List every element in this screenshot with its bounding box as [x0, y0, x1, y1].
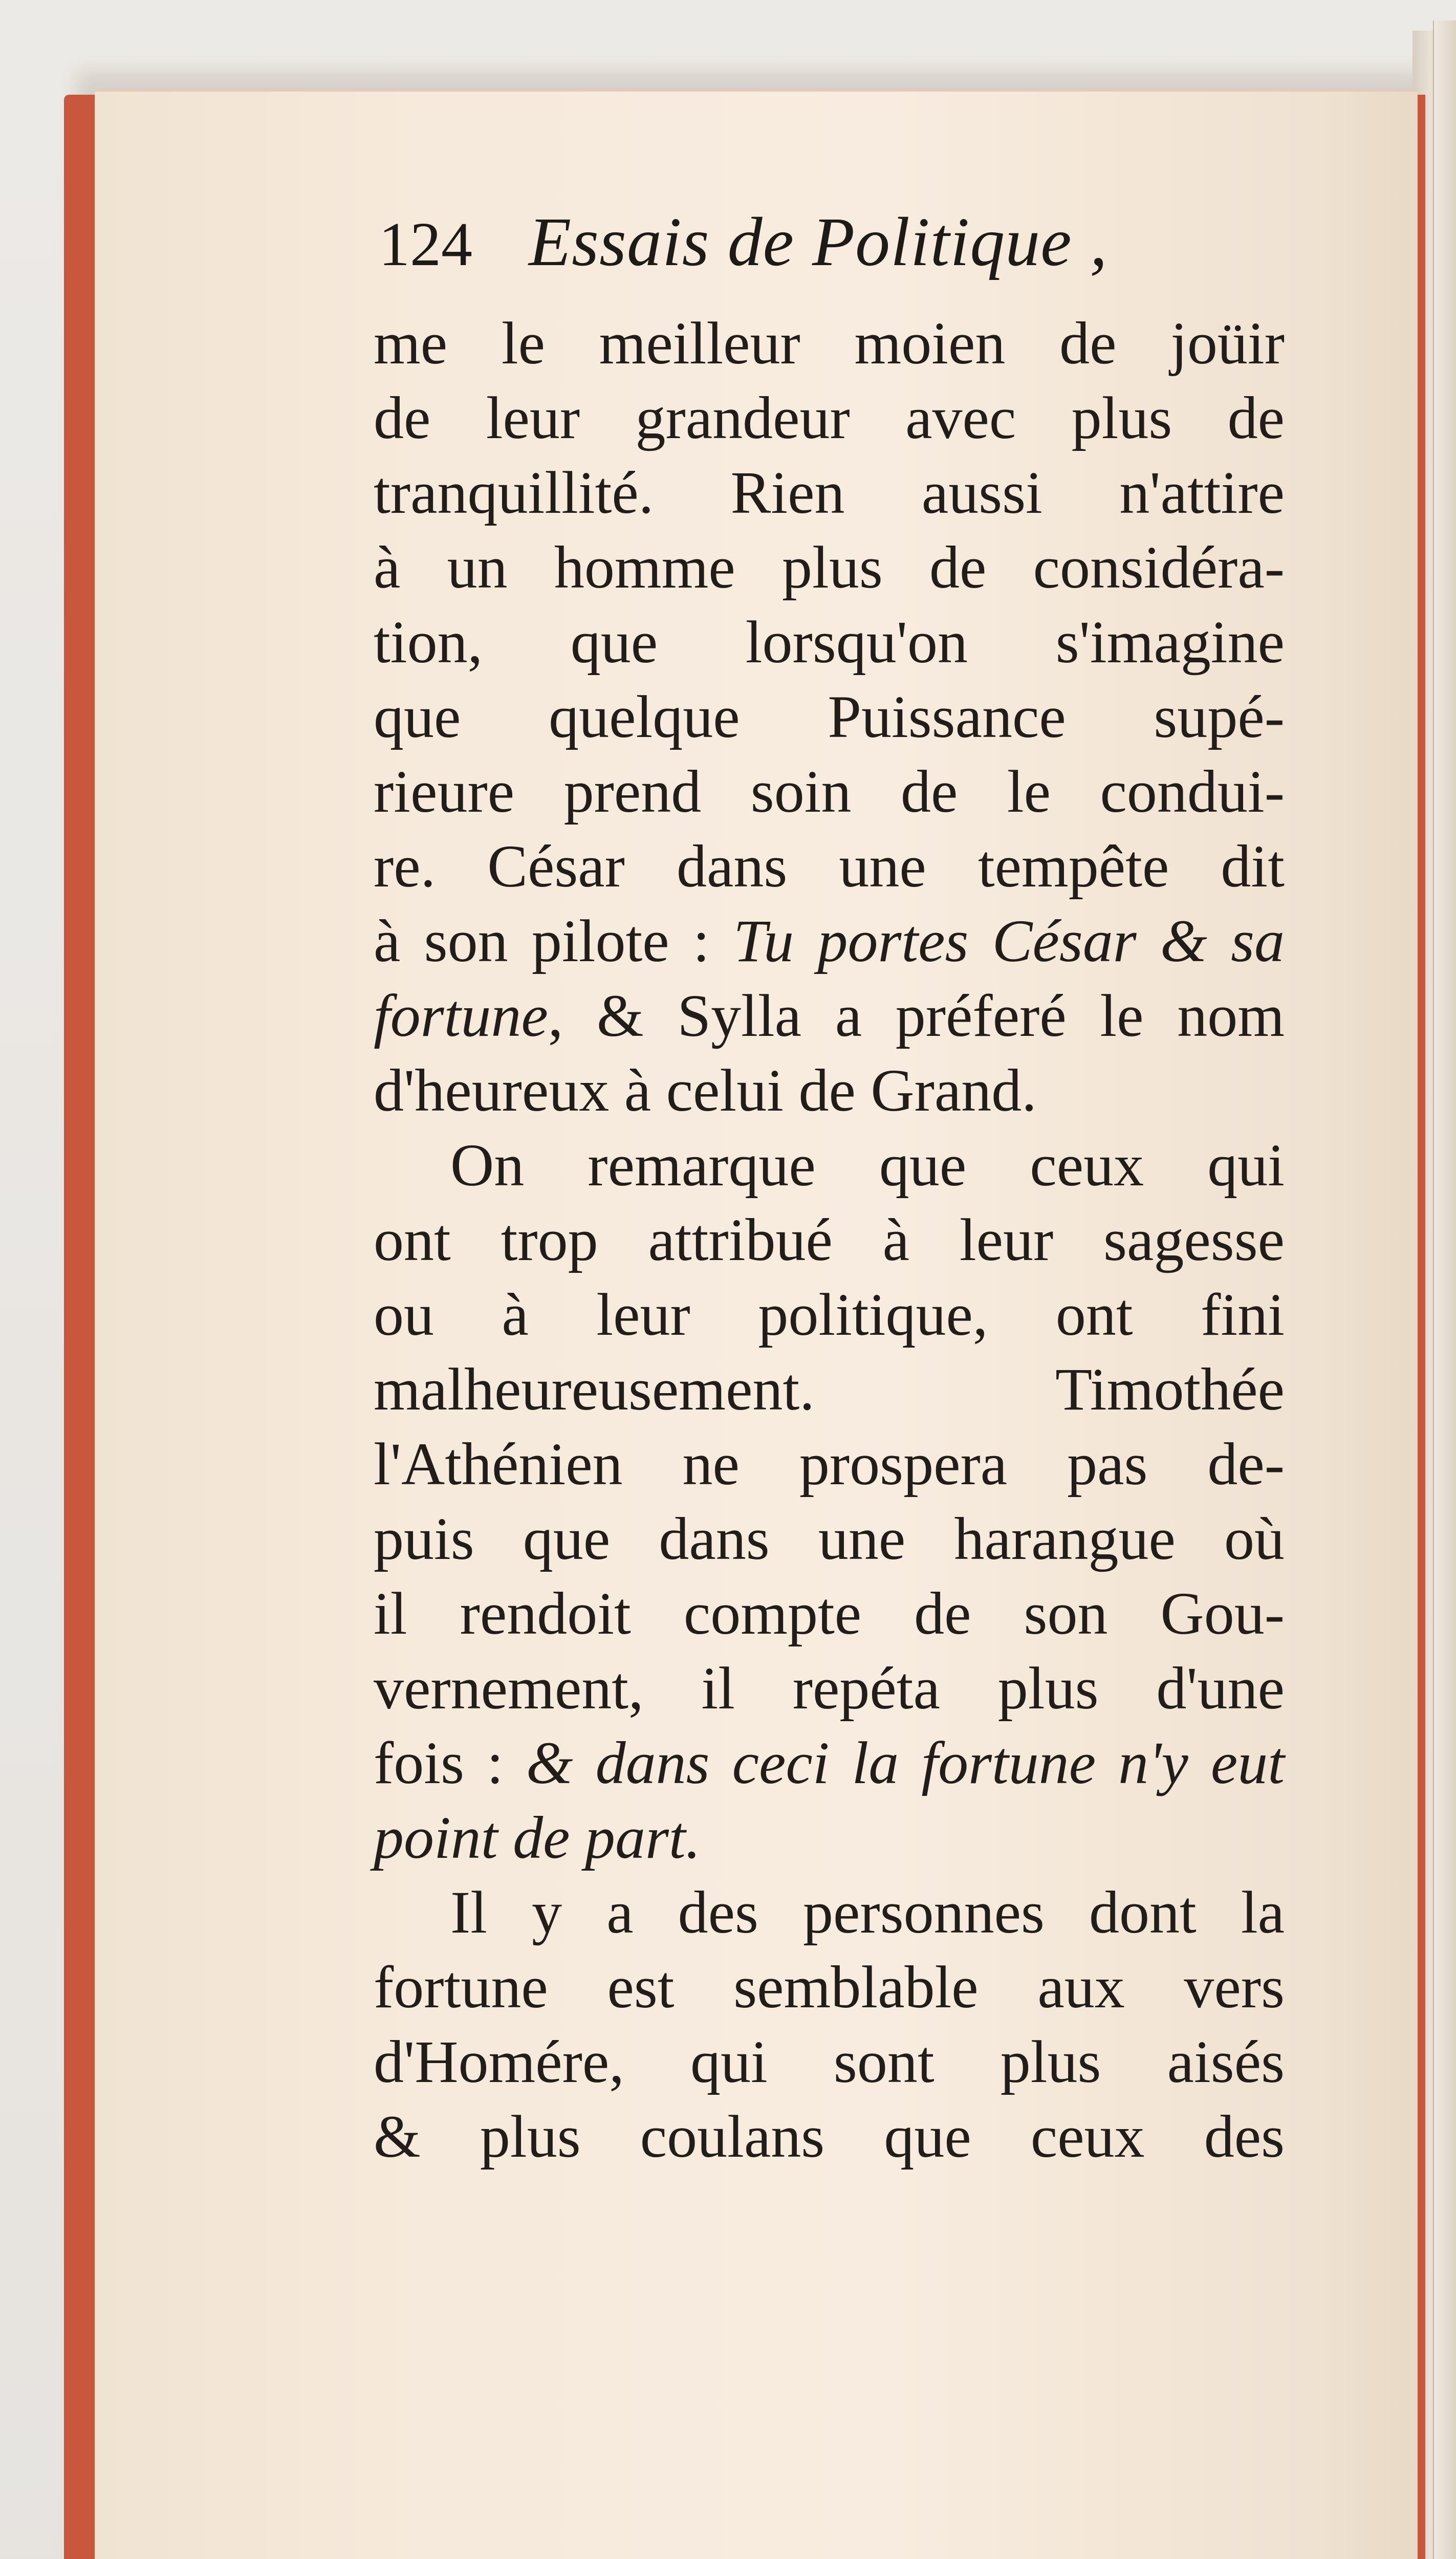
text-line: [374, 306, 1285, 381]
text-line: [374, 1277, 1285, 1352]
line-text: puis que dans une harangue où: [374, 1505, 1285, 1572]
text-line: [374, 1053, 1285, 1128]
text-line: [374, 904, 1285, 979]
line-text: & plus coulans que ceux des: [374, 2103, 1285, 2170]
text-line: [374, 1352, 1285, 1427]
facing-page-edge: [1433, 20, 1456, 2559]
line-text: re. César dans une tempête dit: [374, 833, 1285, 900]
line-text: d'heureux à celui de Grand.: [374, 1057, 1037, 1124]
text-line: [374, 381, 1285, 456]
text-line: [374, 1651, 1285, 1726]
line-text: tion, que lorsqu'on s'imagine: [374, 609, 1285, 676]
text-line: [374, 1502, 1285, 1576]
line-text: tranquillité. Rien aussi n'attire: [374, 459, 1285, 526]
roman-segment: , & Sylla a préferé le nom: [548, 982, 1285, 1049]
line-text: malheureusement. Timothée: [374, 1356, 1285, 1423]
roman-segment: à son pilote :: [374, 907, 734, 974]
text-line: [374, 1726, 1285, 1801]
italic-segment: fortune: [374, 982, 548, 1049]
line-text: l'Athénien ne prospera pas de-: [374, 1430, 1285, 1498]
running-head: [379, 202, 1108, 305]
italic-segment: Tu portes César & sa: [733, 907, 1285, 974]
text-line: [374, 2025, 1285, 2099]
text-line: [374, 1950, 1285, 2025]
line-text: à un homme plus de considéra-: [374, 534, 1285, 601]
text-block: [374, 306, 1285, 2174]
text-line: [374, 530, 1285, 605]
line-text: On remarque que ceux qui: [450, 1132, 1285, 1199]
page-number: 124: [379, 210, 472, 279]
text-line: [374, 1427, 1285, 1502]
text-line: [374, 1801, 1285, 1875]
text-line: [374, 754, 1285, 829]
line-text: que quelque Puissance supé-: [374, 683, 1285, 750]
line-text: Il y a des personnes dont la: [450, 1879, 1285, 1946]
line-text: il rendoit compte de son Gou-: [374, 1580, 1285, 1647]
text-line: [374, 605, 1285, 680]
line-text: ou à leur politique, ont fini: [374, 1281, 1285, 1348]
line-text: d'Homére, qui sont plus aisés: [374, 2028, 1285, 2095]
text-line: [374, 456, 1285, 530]
text-line: [374, 2099, 1285, 2174]
line-text: rieure prend soin de le condui-: [374, 758, 1285, 825]
line-text: fortune est semblable aux vers: [374, 1954, 1285, 2021]
running-title: Essais de Politique ,: [529, 204, 1108, 280]
text-line: [374, 1875, 1285, 1950]
text-line: [374, 979, 1285, 1053]
line-text: vernement, il repéta plus d'une: [374, 1655, 1285, 1722]
text-line: [374, 1128, 1285, 1203]
line-text: ont trop attribué à leur sagesse: [374, 1206, 1285, 1273]
text-line: [374, 680, 1285, 754]
text-line: [374, 1576, 1285, 1651]
text-line: [374, 1203, 1285, 1277]
text-line: [374, 829, 1285, 904]
italic-segment: & dans ceci la fortune n'y eut: [526, 1729, 1285, 1796]
line-text: de leur grandeur avec plus de: [374, 384, 1285, 451]
line-text: me le meilleur moien de joüir: [374, 310, 1285, 377]
roman-segment: fois :: [374, 1729, 526, 1796]
line-text: point de part.: [374, 1804, 701, 1871]
